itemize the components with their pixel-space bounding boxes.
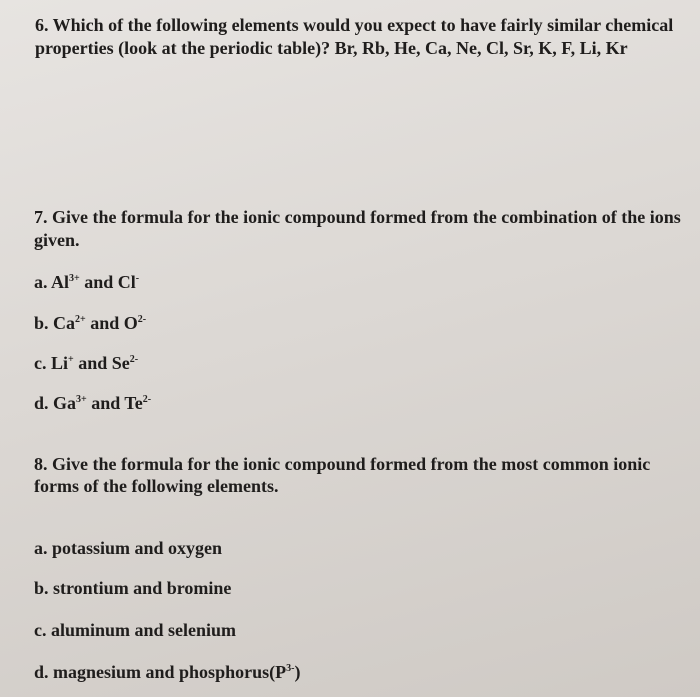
q8-line-2: forms of the following elements. [34,476,279,496]
q7-item-d: d. $Ga^{3+}$ and $Te^{2-}$ [34,393,152,413]
q8-item-b: b. strontium and bromine [34,578,232,598]
q7-line-2: given. [34,230,80,250]
q7-item-b: b. $Ca^{2+}$ and $O^{2-}$ [34,313,147,333]
q8-item-d: d. magnesium and $phosphorus(P^{3-})$ [34,662,301,682]
q7-line-1: 7. Give the formula for the ionic compound formed from the combination of the ions [34,207,681,227]
q8-line-1: 8. Give the formula for the ionic compound formed from the most common ionic [34,454,651,474]
q8-item-c: c. aluminum and selenium [34,620,237,640]
q7-item-a: a. $Al^{3+}$ and Cl- [34,272,140,292]
q8-item-a: a. potassium and oxygen [34,538,223,558]
q7-item-c: c. Li+ and $Se^{2-}$ [34,353,139,373]
q6-line-1: 6. Which of the following elements would you expect to have fairly similar chemical [35,15,674,35]
q6-line-2: properties (look at the periodic table)? Br, Rb, He, Ca, Ne, Cl, Sr, K, F, Li, Kr [35,38,628,58]
